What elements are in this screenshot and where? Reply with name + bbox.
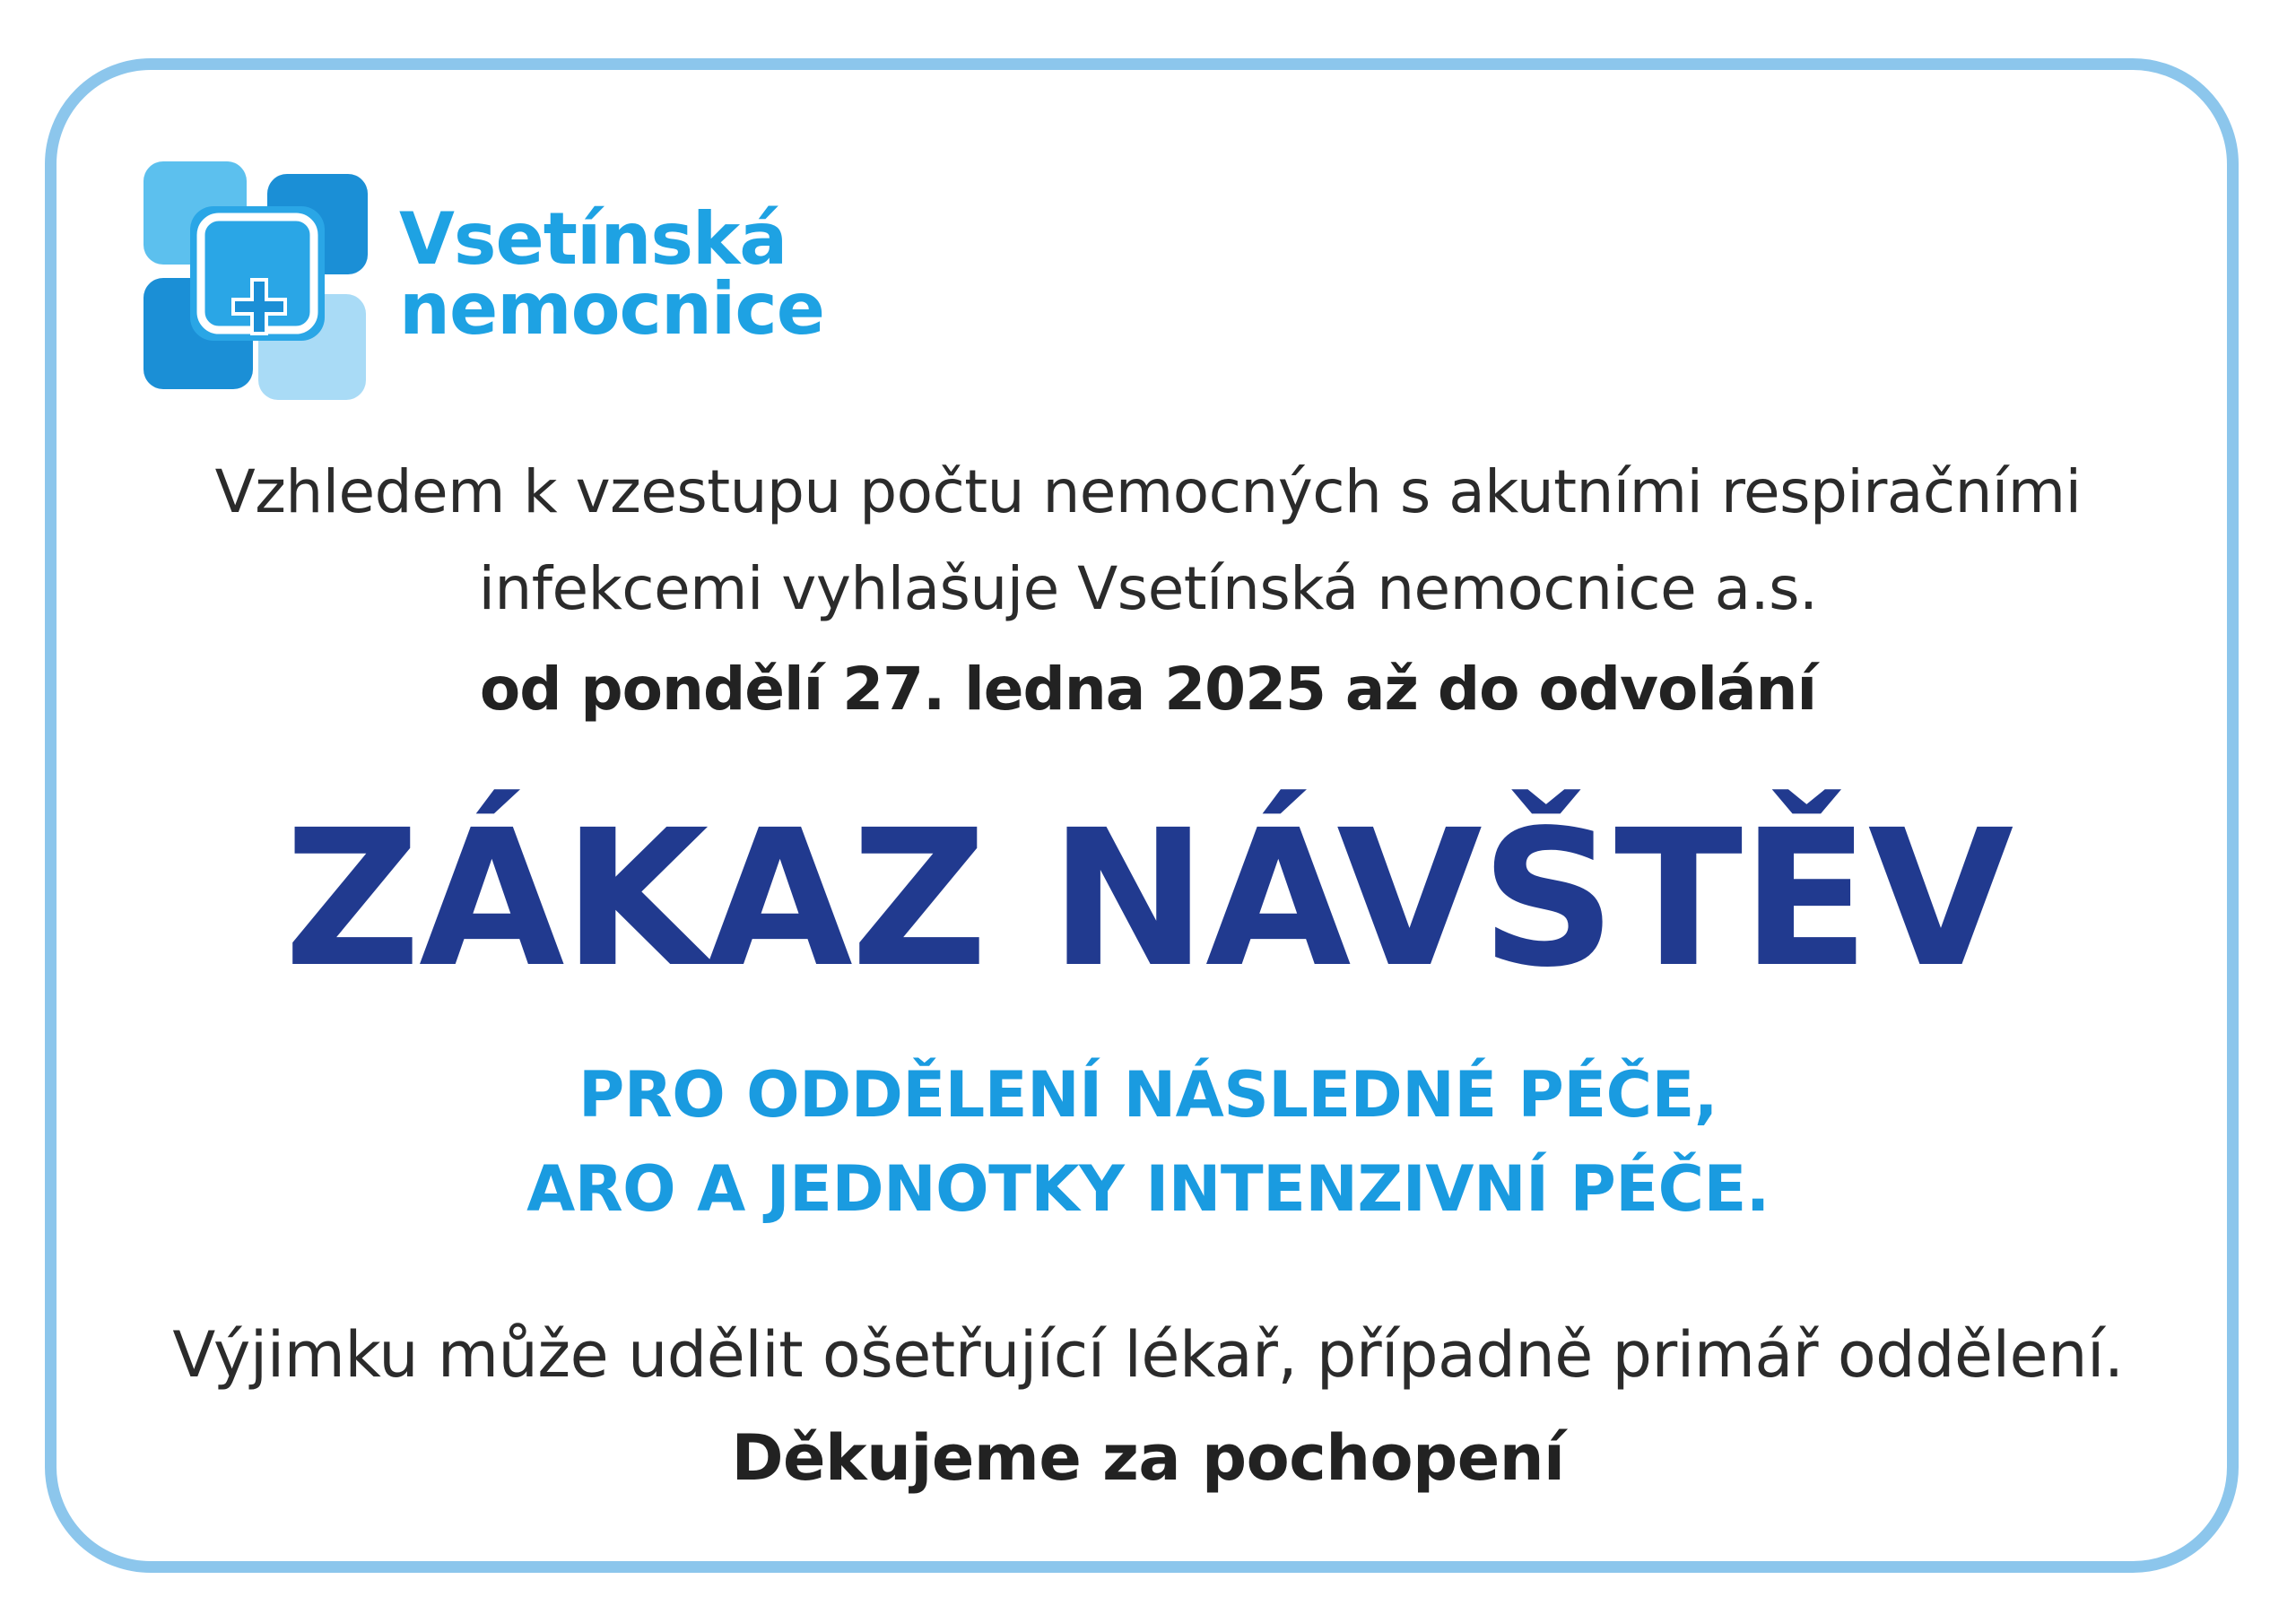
exception-note: Výjimku může udělit ošetřující lékař, případně primář oddělení.	[172, 1318, 2124, 1392]
hospital-logo	[144, 152, 825, 404]
department-line-1: PRO ODDĚLENÍ NÁSLEDNÉ PÉČE,	[578, 1058, 1718, 1132]
intro-line-2: infekcemi vyhlašuje Vsetínská nemocnice a.s.	[478, 554, 1818, 623]
hospital-name	[399, 197, 825, 351]
notice-headline: ZÁKAZ NÁVŠTĚV	[283, 789, 2013, 1009]
department-line-2: ARO A JEDNOTKY INTENZIVNÍ PÉČE.	[526, 1152, 1770, 1226]
thanks-note: Děkujeme za pochopení	[731, 1421, 1565, 1495]
hospital-name-line1: Vsetínská	[399, 197, 787, 281]
effective-dates: od pondělí 27. ledna 2025 až do odvolání	[479, 655, 1817, 724]
intro-line-1: Vzhledem k vzestupu počtu nemocných s akutními respiračními	[214, 457, 2082, 526]
hospital-name-line2: nemocnice	[399, 267, 825, 351]
hospital-cross-icon	[144, 152, 377, 404]
